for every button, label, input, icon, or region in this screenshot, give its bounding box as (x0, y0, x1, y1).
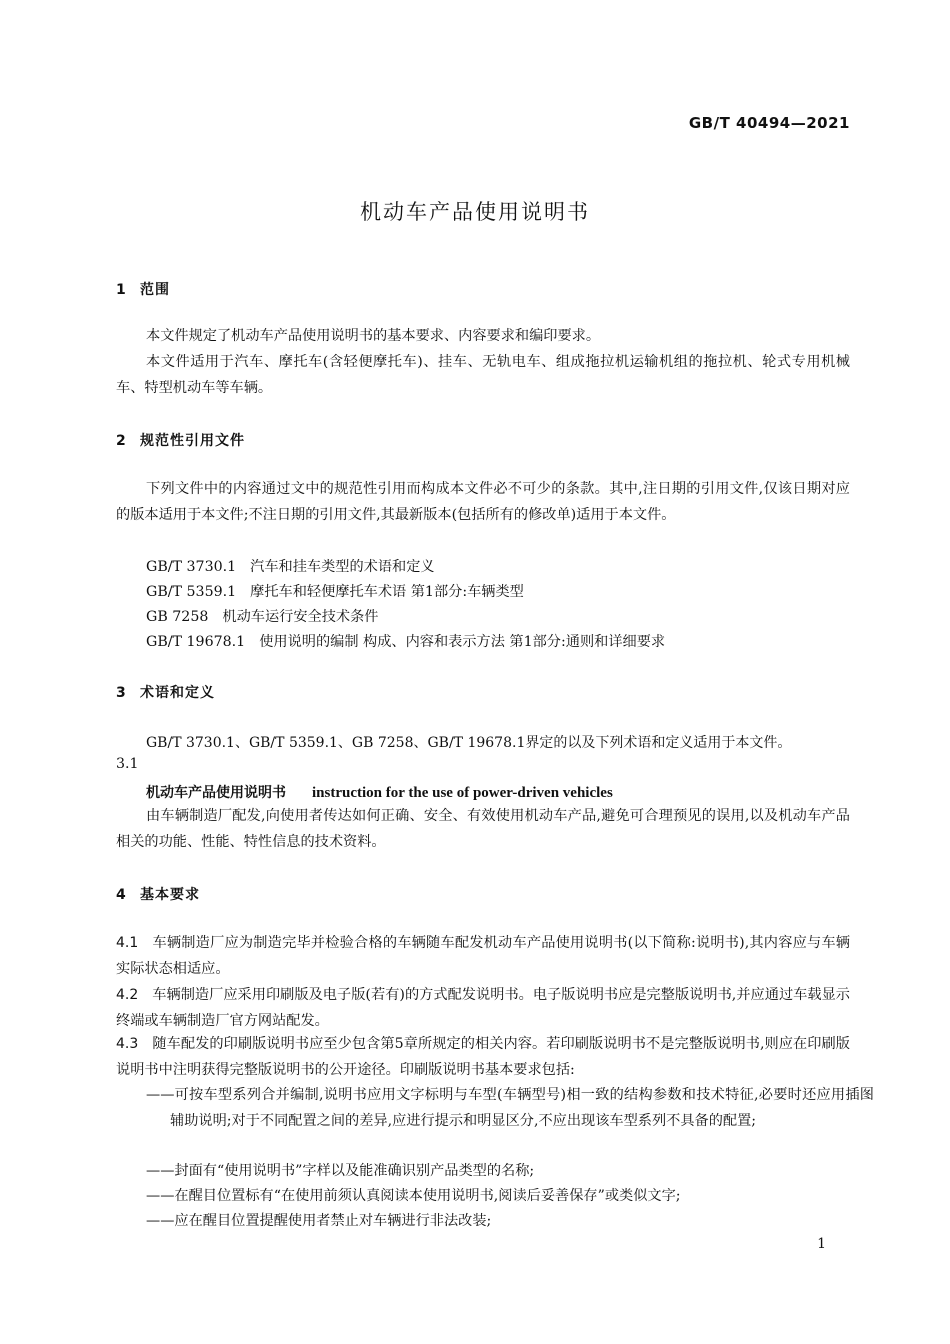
clause-number: 4.3 (116, 1036, 139, 1052)
section-title: 规范性引用文件 (140, 433, 245, 449)
section-title: 基本要求 (140, 887, 200, 903)
reference-title: 汽车和挂车类型的术语和定义 (250, 559, 435, 575)
clause-text: 随车配发的印刷版说明书应至少包含第5章所规定的相关内容。若印刷版说明书不是完整版说明书,则应在印刷版说明书中注明获得完整版说明书的公开途径。印刷版说明书基本要求包括: (116, 1036, 850, 1078)
normative-reference (146, 581, 524, 601)
clause-text: 车辆制造厂应采用印刷版及电子版(若有)的方式配发说明书。电子版说明书应是完整版说明书,并应通过车载显示终端或车辆制造厂官方网站配发。 (116, 987, 850, 1029)
clause-4-2 (116, 982, 850, 1034)
reference-code: GB 7258 (146, 609, 209, 625)
normative-reference (146, 631, 665, 651)
section-number: 2 (116, 433, 127, 449)
section-title: 范围 (140, 282, 170, 298)
section-2-paragraph-1: 下列文件中的内容通过文中的规范性引用而构成本文件必不可少的条款。其中,注日期的引用文件,仅该日期对应的版本适用于本文件;不注日期的引用文件,其最新版本(包括所有的修改单)适用于本文件。 (116, 481, 850, 523)
normative-reference (146, 556, 435, 576)
term-english: instruction for the use of power-driven vehicles (312, 785, 613, 801)
term-chinese: 机动车产品使用说明书 (146, 785, 286, 801)
section-1-heading (116, 279, 170, 299)
clause-number: 4.2 (116, 987, 139, 1003)
reference-code: GB/T 5359.1 (146, 584, 237, 600)
document-title: 机动车产品使用说明书 (360, 200, 590, 224)
clause-number: 4.1 (116, 935, 139, 951)
term-number: 3.1 (116, 756, 139, 772)
list-item: ——可按车型系列合并编制,说明书应用文字标明与车型(车辆型号)相一致的结构参数和技术特征,必要时还应用插图辅助说明;对于不同配置之间的差异,应进行提示和明显区分,不应出现该车型系列不具备的配置; (146, 1087, 874, 1129)
section-3-paragraph-1: GB/T 3730.1、GB/T 5359.1、GB 7258、GB/T 19678.1界定的以及下列术语和定义适用于本文件。 (146, 735, 792, 751)
section-2-heading (116, 430, 245, 450)
section-title: 术语和定义 (140, 685, 215, 701)
reference-title: 机动车运行安全技术条件 (222, 609, 379, 625)
term-entry (146, 782, 613, 802)
reference-title: 摩托车和轻便摩托车术语 第1部分:车辆类型 (250, 584, 524, 600)
page-number: 1 (817, 1236, 826, 1252)
section-number: 1 (116, 282, 127, 298)
reference-code: GB/T 3730.1 (146, 559, 237, 575)
reference-code: GB/T 19678.1 (146, 634, 246, 650)
standard-number: GB/T 40494—2021 (688, 114, 850, 132)
normative-reference (146, 606, 378, 626)
reference-title: 使用说明的编制 构成、内容和表示方法 第1部分:通则和详细要求 (259, 634, 666, 650)
section-number: 3 (116, 685, 127, 701)
list-item: ——在醒目位置标有“在使用前须认真阅读本使用说明书,阅读后妥善保存”或类似文字; (146, 1188, 681, 1204)
section-3-heading (116, 682, 215, 702)
section-4-heading (116, 884, 200, 904)
term-definition: 由车辆制造厂配发,向使用者传达如何正确、安全、有效使用机动车产品,避免可合理预见的误用,以及机动车产品相关的功能、性能、特性信息的技术资料。 (116, 808, 850, 850)
section-number: 4 (116, 887, 127, 903)
list-item: ——封面有“使用说明书”字样以及能准确识别产品类型的名称; (146, 1163, 535, 1179)
section-1-paragraph-2: 本文件适用于汽车、摩托车(含轻便摩托车)、挂车、无轨电车、组成拖拉机运输机组的拖拉机、轮式专用机械车、特型机动车等车辆。 (116, 354, 850, 396)
list-item: ——应在醒目位置提醒使用者禁止对车辆进行非法改装; (146, 1213, 492, 1229)
section-1-paragraph-1: 本文件规定了机动车产品使用说明书的基本要求、内容要求和编印要求。 (146, 328, 601, 344)
clause-4-3 (116, 1031, 850, 1083)
clause-text: 车辆制造厂应为制造完毕并检验合格的车辆随车配发机动车产品使用说明书(以下简称:说明书),其内容应与车辆实际状态相适应。 (116, 935, 850, 977)
clause-4-1 (116, 930, 850, 982)
